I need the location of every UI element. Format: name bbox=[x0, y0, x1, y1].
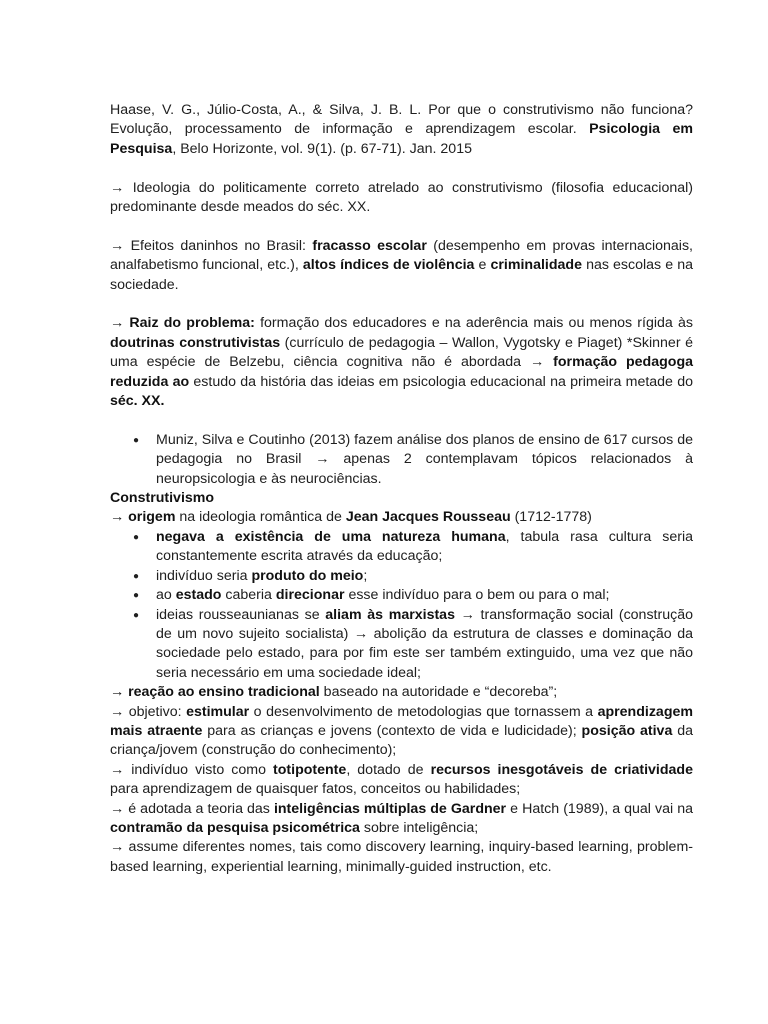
bold-run: estimular bbox=[186, 703, 250, 720]
ideology-paragraph: → Ideologia do politicamente correto atrelado ao construtivismo (filosofia educacional) predominante desde meados do séc. XX. bbox=[110, 179, 693, 216]
text-run: esse indivíduo para o bem ou para o mal; bbox=[344, 587, 610, 604]
text-run: , tabula rasa cultura seria constantemente escrita através da educação; bbox=[156, 528, 693, 565]
text-run: o desenvolvimento de metodologias que tornassem a bbox=[249, 703, 598, 720]
origem-line bbox=[110, 508, 693, 527]
root-problem-paragraph bbox=[110, 314, 693, 411]
text-run: sobre inteligência; bbox=[359, 819, 479, 836]
bold-run: Jean Jacques Rousseau bbox=[345, 509, 511, 526]
text-run: nas escolas e na sociedade. bbox=[110, 257, 693, 293]
bold-run: altos índices de violência bbox=[302, 257, 475, 274]
bold-run: direcionar bbox=[275, 587, 345, 604]
bold-run: doutrinas construtivistas bbox=[110, 334, 281, 351]
text-run: e Hatch (1989), a qual vai na bbox=[506, 800, 693, 817]
rousseau-list bbox=[110, 528, 693, 683]
text-run: baseado na autoridade e “decoreba”; bbox=[319, 684, 558, 701]
text-run: formação dos educadores e na aderência mais ou menos rígida às bbox=[254, 315, 693, 332]
text-run: ; bbox=[363, 567, 368, 584]
text-run: para as crianças e jovens (contexto de vida e ludicidade); bbox=[202, 722, 582, 739]
text-run: na ideologia romântica de bbox=[175, 509, 346, 526]
bold-run: origem bbox=[128, 509, 176, 526]
text-run: → indivíduo visto como bbox=[110, 761, 274, 778]
text-run: caberia bbox=[221, 587, 276, 604]
bold-run: aliam às marxistas bbox=[325, 606, 455, 623]
bold-run: contramão da pesquisa psicométrica bbox=[110, 819, 360, 836]
list-item bbox=[110, 528, 693, 567]
bold-run: totipotente bbox=[273, 761, 347, 778]
bold-run: negava a existência de uma natureza humana bbox=[156, 528, 506, 545]
totipotent-line bbox=[110, 761, 693, 800]
bold-run: aprendizagem mais atraente bbox=[110, 703, 693, 739]
reaction-line bbox=[110, 683, 693, 702]
text-run: ideias rousseaunianas se bbox=[156, 606, 326, 623]
effects-paragraph bbox=[110, 237, 693, 295]
list-item: ● Muniz, Silva e Coutinho (2013) fazem análise dos planos de ensino de 617 cursos de pedagogia no Brasil → apenas 2 contemplavam tópicos relacionados à neuropsicologia e às neurociências. bbox=[110, 431, 693, 489]
list-item bbox=[110, 567, 693, 586]
muniz-list bbox=[110, 431, 693, 489]
bold-run: recursos inesgotáveis de criatividade bbox=[430, 761, 693, 778]
text-run: → bbox=[110, 315, 130, 332]
bold-run: → reação ao ensino tradicional bbox=[110, 684, 320, 701]
text-run: → objetivo: bbox=[110, 703, 187, 720]
bold-run: produto do meio bbox=[251, 567, 364, 584]
text-run: e bbox=[474, 257, 491, 274]
reference-authors-title: Haase, V. G., Júlio-Costa, A., & Silva, J. B. L. Por que o construtivismo não funciona? Evolução, processamento de informação e aprendizagem escolar. bbox=[110, 102, 693, 138]
bold-run: Raiz do problema: bbox=[129, 315, 255, 332]
bold-run: criminalidade bbox=[490, 257, 582, 274]
text-run: ao bbox=[156, 587, 176, 604]
bold-run: formação pedagoga reduzida ao bbox=[110, 354, 694, 390]
text-run: → Efeitos daninhos no Brasil: bbox=[110, 237, 313, 254]
list-item bbox=[110, 606, 693, 684]
bold-run: inteligências múltiplas de Gardner bbox=[273, 800, 507, 817]
bold-run: estado bbox=[175, 587, 222, 604]
text-run: indivíduo seria bbox=[156, 567, 252, 584]
text-run: , dotado de bbox=[346, 761, 431, 778]
text-run: estudo da história das ideias em psicologia educacional na primeira metade do bbox=[189, 373, 693, 390]
text-run: para aprendizagem de quaisquer fatos, conceitos ou habilidades; bbox=[110, 781, 521, 798]
text-run: (1712-1778) bbox=[510, 509, 592, 526]
bold-run: séc. XX. bbox=[110, 393, 165, 410]
text-run: → bbox=[110, 509, 129, 526]
names-line: → assume diferentes nomes, tais como discovery learning, inquiry-based learning, problem-based learning, experiential learning, minimally-guided instruction, etc. bbox=[110, 839, 693, 875]
text-run: → transformação social (construção de um novo sujeito socialista) → abolição da estrutura de classes e dominação da sociedade pelo estado, para por fim este ser também extinguido, uma vez que não seria necessário em uma sociedade ideal; bbox=[156, 606, 693, 681]
text-run: (currículo de pedagogia – Wallon, Vygotsky e Piaget) *Skinner é uma espécie de Belzebu, ciência cognitiva não é abordada → bbox=[110, 334, 693, 371]
text-run: da criança/jovem (construção do conhecimento); bbox=[110, 722, 693, 759]
section-title: Construtivismo bbox=[110, 490, 215, 507]
list-item bbox=[110, 586, 693, 605]
gardner-line bbox=[110, 800, 693, 839]
text-run: → é adotada a teoria das bbox=[110, 800, 274, 817]
journal-name: Psicologia em Pesquisa bbox=[110, 121, 694, 157]
objective-line bbox=[110, 703, 693, 761]
reference-details: , Belo Horizonte, vol. 9(1). (p. 67-71). Jan. 2015 bbox=[172, 140, 472, 157]
text-run: (desempenho em provas internacionais, analfabetismo funcional, etc.), bbox=[110, 237, 693, 274]
reference-paragraph bbox=[110, 101, 693, 159]
bold-run: fracasso escolar bbox=[312, 237, 427, 254]
bold-run: posição ativa bbox=[581, 722, 673, 739]
